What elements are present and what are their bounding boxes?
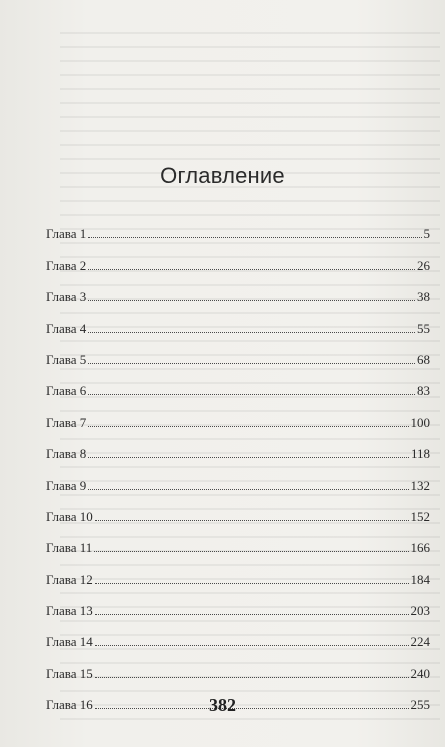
toc-entry-page: 100 <box>410 414 430 430</box>
dot-leader <box>95 614 409 615</box>
dot-leader <box>88 332 415 333</box>
toc-entry <box>46 210 430 241</box>
toc-entry-label: Глава 7 <box>46 414 87 430</box>
toc-entry-page: 26 <box>417 257 430 273</box>
toc-entry <box>46 618 430 649</box>
dot-leader <box>88 300 415 301</box>
toc-entry-label: Глава 5 <box>46 351 87 367</box>
dot-leader <box>88 269 415 270</box>
toc-entry-label: Глава 4 <box>46 320 87 336</box>
dot-leader <box>95 520 409 521</box>
dot-leader <box>88 457 409 458</box>
toc-entry-label: Глава 8 <box>46 446 87 462</box>
toc-entry-page: 240 <box>410 665 430 681</box>
toc-entry-label: Глава 11 <box>46 540 93 556</box>
dot-leader <box>88 394 415 395</box>
toc-entry <box>46 524 430 555</box>
toc-entry-label: Глава 2 <box>46 257 87 273</box>
toc-entry <box>46 461 430 492</box>
toc-entry-page: 132 <box>410 477 430 493</box>
dot-leader <box>88 363 415 364</box>
toc-entry <box>46 649 430 680</box>
toc-entry-page: 55 <box>417 320 430 336</box>
dot-leader <box>95 583 409 584</box>
toc-entry-page: 118 <box>410 446 430 462</box>
toc-entry <box>46 555 430 586</box>
toc-entry <box>46 273 430 304</box>
toc-entry <box>46 430 430 461</box>
toc-entry-label: Глава 10 <box>46 508 93 524</box>
toc-entry-label: Глава 6 <box>46 383 87 399</box>
toc-entry-page: 184 <box>410 571 430 587</box>
toc-entry-page: 38 <box>417 289 430 305</box>
page-number: 382 <box>209 695 236 715</box>
page-title: Оглавление <box>160 163 285 188</box>
toc-entry-label: Глава 13 <box>46 603 93 619</box>
table-of-contents <box>46 210 430 712</box>
toc-entry <box>46 493 430 524</box>
toc-entry-label: Глава 9 <box>46 477 87 493</box>
toc-entry-label: Глава 16 <box>46 697 93 713</box>
toc-entry-page: 224 <box>410 634 430 650</box>
toc-entry-page: 83 <box>417 383 430 399</box>
toc-entry-page: 68 <box>417 351 430 367</box>
toc-entry-page: 5 <box>423 226 430 242</box>
toc-entry <box>46 336 430 367</box>
toc-entry-page: 255 <box>410 697 430 713</box>
toc-entry <box>46 304 430 335</box>
toc-entry-label: Глава 1 <box>46 226 87 242</box>
toc-entry <box>46 241 430 272</box>
dot-leader <box>88 426 408 427</box>
toc-entry-page: 152 <box>410 508 430 524</box>
dot-leader <box>88 489 408 490</box>
dot-leader <box>95 677 409 678</box>
toc-entry <box>46 367 430 398</box>
toc-entry-label: Глава 3 <box>46 289 87 305</box>
toc-entry <box>46 587 430 618</box>
toc-entry-label: Глава 12 <box>46 571 93 587</box>
toc-entry-label: Глава 15 <box>46 665 93 681</box>
dot-leader <box>88 237 421 238</box>
toc-entry-label: Глава 14 <box>46 634 93 650</box>
toc-entry-page: 203 <box>410 603 430 619</box>
toc-entry-page: 166 <box>410 540 430 556</box>
dot-leader <box>94 551 408 552</box>
toc-entry <box>46 398 430 429</box>
dot-leader <box>95 645 409 646</box>
